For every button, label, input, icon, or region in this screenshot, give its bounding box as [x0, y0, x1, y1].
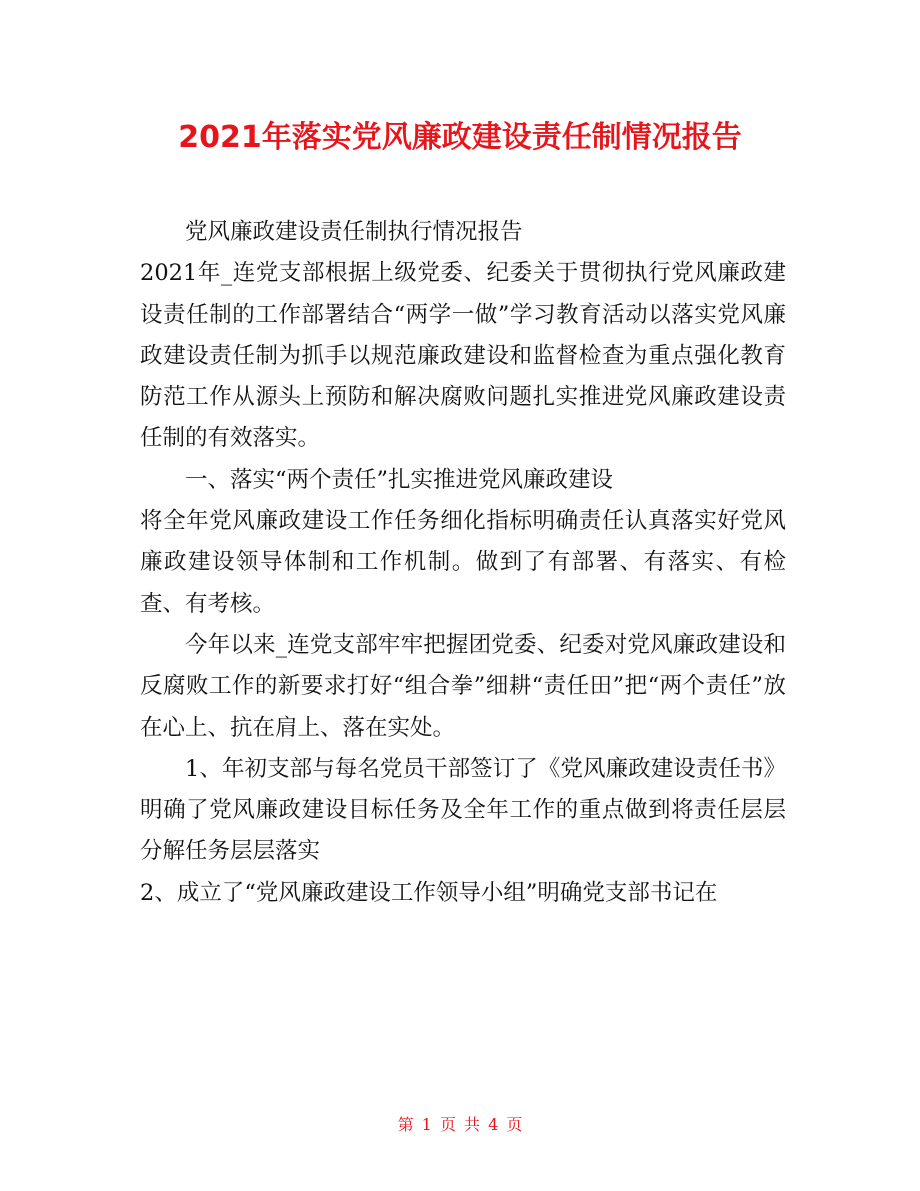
document-title: 2021年落实党风廉政建设责任制情况报告: [178, 120, 742, 155]
paragraph-intro: 2021年_连党支部根据上级党委、纪委关于贯彻执行党风廉政建设责任制的工作部署结合“两学一做”学习教育活动以落实党风廉政建设责任制为抓手以规范廉政建设和监督检查为重点强化教育防范工作从源头上预防和解决腐败问题扎实推进党风廉政建设责任制的有效落实。: [140, 260, 786, 452]
paragraph-report-subtitle: 党风廉政建设责任制执行情况报告: [185, 219, 523, 245]
document-body: [140, 212, 786, 914]
page-footer: 第 1 页 共 4 页: [397, 1115, 523, 1134]
paragraph-task-breakdown: 将全年党风廉政建设工作任务细化指标明确责任认真落实好党风廉政建设领导体制和工作机制。做到了有部署、有落实、有检查、有考核。: [140, 508, 786, 617]
paragraph-item-2: 2、成立了“党风廉政建设工作领导小组”明确党支部书记在: [140, 879, 718, 906]
paragraph-item-1: 1、年初支部与每名党员干部签订了《党风廉政建设责任书》明确了党风廉政建设目标任务及全年工作的重点做到将责任层层分解任务层层落实: [140, 755, 786, 865]
paragraph-this-year: 今年以来_连党支部牢牢把握团党委、纪委对党风廉政建设和反腐败工作的新要求打好“组合拳”细耕“责任田”把“两个责任”放在心上、抗在肩上、落在实处。: [140, 631, 786, 741]
paragraph-section-heading-1: 一、落实“两个责任”扎实推进党风廉政建设: [185, 466, 614, 493]
